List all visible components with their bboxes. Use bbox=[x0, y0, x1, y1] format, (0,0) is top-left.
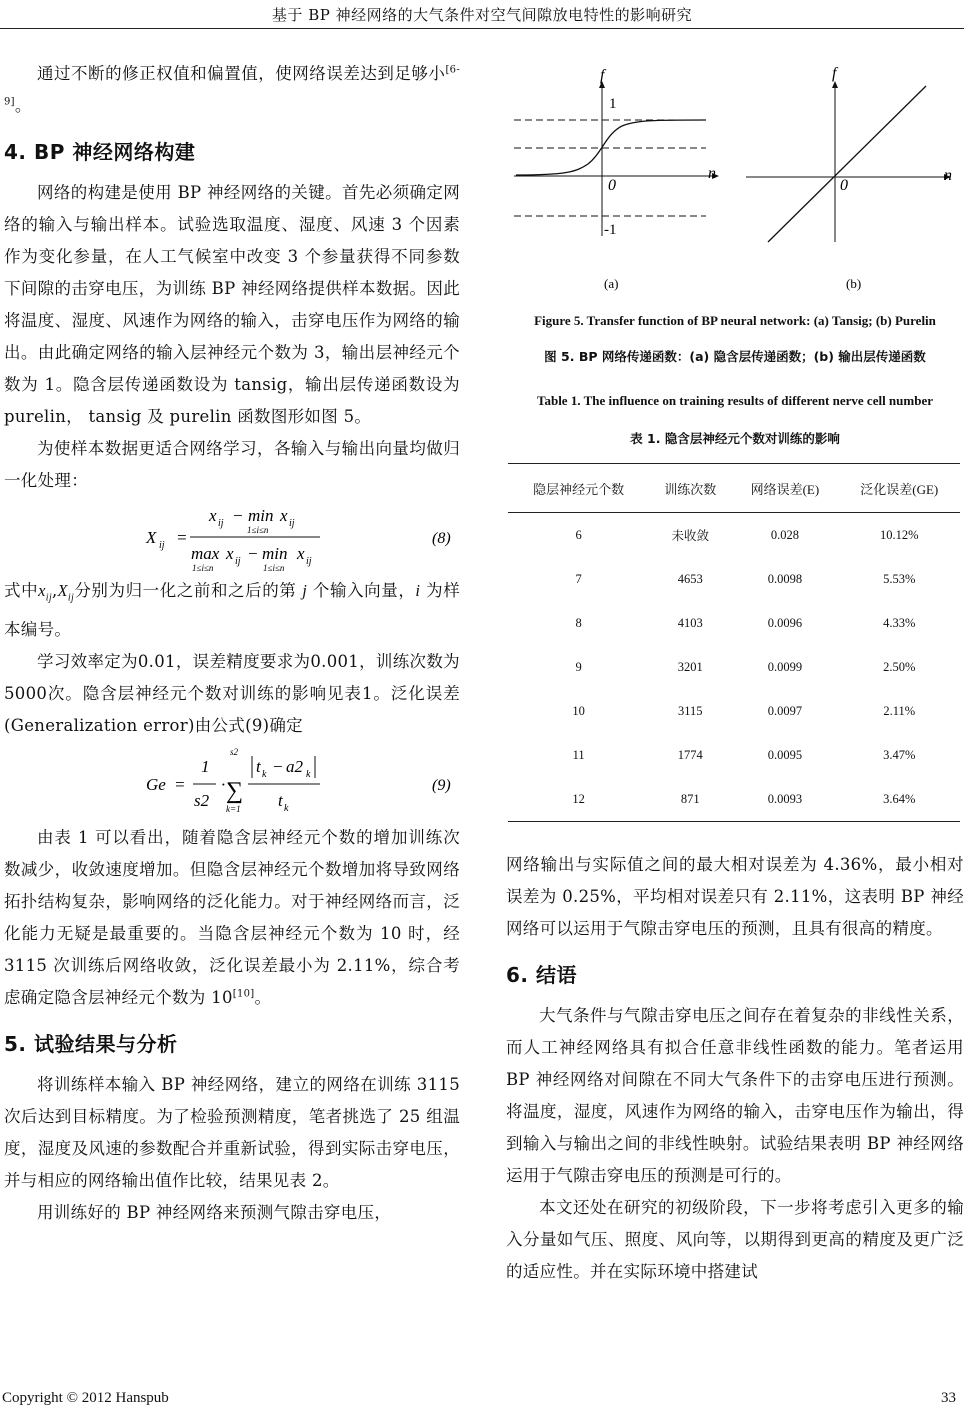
svg-text:n: n bbox=[708, 165, 716, 182]
paragraph-intro: 通过不断的修正权值和偏置值，使网络误差达到足够小[6-9]。 bbox=[4, 64, 460, 115]
subplot-b bbox=[746, 65, 952, 291]
svg-text:(b): (b) bbox=[846, 276, 862, 291]
table-header: 训练次数 bbox=[649, 464, 731, 513]
running-header: 基于 BP 神经网络的大气条件对空气间隙放电特性的影响研究 bbox=[271, 6, 693, 24]
svg-text:=: = bbox=[174, 775, 186, 795]
svg-text:0: 0 bbox=[608, 177, 616, 194]
footer-page-number: 33 bbox=[941, 1390, 956, 1406]
table-cell: 8 bbox=[575, 615, 582, 630]
table-row bbox=[508, 601, 960, 645]
figure-5 bbox=[506, 58, 964, 298]
paragraph-results: 将训练样本输入 BP 神经网络，建立的网络在训练 3115 次后达到目标精度。为了检验预测精度，笔者挑选了 25 组温度，湿度及风速的参数配合并重新试验，得到实际击穿电压，并与相应的网络输出值作比较，结果见表 2。 bbox=[4, 1075, 460, 1191]
table-row bbox=[508, 513, 960, 558]
table-row bbox=[508, 557, 960, 601]
table-1-caption-cn: 表 1. 隐含层神经元个数对训练的影响 bbox=[630, 431, 840, 446]
svg-text:t: t bbox=[278, 791, 283, 811]
table-cell: 0.0093 bbox=[731, 777, 838, 822]
svg-text:ij: ij bbox=[235, 556, 241, 567]
table-row bbox=[508, 777, 960, 822]
figure-5-graphic bbox=[506, 58, 964, 298]
paragraph-variables: 式中$x_{ij},X_{ij}$分别为归一化之前和之后的第 j 个输入向量，i 为样本编号。 bbox=[4, 581, 461, 640]
table-cell: 4103 bbox=[677, 615, 703, 630]
table-cell: 4.33% bbox=[883, 615, 916, 630]
svg-text:1≤i≤n: 1≤i≤n bbox=[192, 563, 214, 573]
paragraph-future-work: 本文还处在研究的初级阶段，下一步将考虑引入更多的输入分量如气压、照度、风向等，以期得到更高的精度及更广泛的适应性。并在实际环境中搭建试 bbox=[506, 1198, 964, 1281]
table-cell: 0.0099 bbox=[767, 659, 803, 674]
table-cell: 7 bbox=[575, 571, 582, 586]
svg-text:n: n bbox=[944, 167, 952, 184]
equation-9 bbox=[4, 742, 460, 822]
paragraph-table-discussion: 由表 1 可以看出，随着隐含层神经元个数的增加训练次数减少，收敛速度增加。但隐含层神经元个数增加将导致网络拓扑结构复杂，影响网络的泛化能力。对于神经网络而言，泛化能力无疑是最重要的。当隐含层神经元个数为 10 时，经 3115 次训练后网络收敛，泛化误差最小为 2.11%，综合考虑确定隐含层神经元个数为 10[10]。 bbox=[4, 828, 460, 1008]
svg-text:k: k bbox=[306, 769, 311, 781]
svg-text:f: f bbox=[832, 65, 837, 82]
table-cell: 0.0098 bbox=[767, 571, 803, 586]
table-cell: 9 bbox=[575, 659, 582, 674]
right-column-text bbox=[506, 849, 964, 1288]
svg-text:s2: s2 bbox=[194, 791, 210, 811]
table-cell: 0.0096 bbox=[767, 615, 803, 630]
paragraph-error-summary: 网络输出与实际值之间的最大相对误差为 4.36%，最小相对误差为 0.25%，平均相对误差只有 2.11%，这表明 BP 神经网络可以运用于气隙击穿电压的预测，且具有很高的精度。 bbox=[506, 855, 964, 938]
svg-text:(8): (8) bbox=[432, 530, 451, 547]
paragraph-network-construction: 网络的构建是使用 BP 神经网络的关键。首先必须确定网络的输入与输出样本。试验选取温度、湿度、风速 3 个因素作为变化参量，在人工气候室中改变 3 个参量获得不同参数下间隙的击穿电压，为训练 BP 神经网络提供样本数据。因此将温度、湿度、风速作为网络的输入，击穿电压作为网络的输出。由此确定网络的输入层神经元个数为 3，输出层神经元个数为 1。隐含层传递函数设为 tansig，输出层传递函数设为 purelin， tansig 及 purelin 函数图形如图 5。 bbox=[4, 183, 460, 426]
table-cell: 0.0095 bbox=[767, 747, 803, 762]
equation-8-graphic bbox=[4, 497, 460, 575]
table-1 bbox=[508, 463, 960, 822]
table-cell: 10.12% bbox=[879, 527, 919, 542]
table-cell: 未收敛 bbox=[671, 529, 710, 543]
svg-text:X: X bbox=[146, 528, 157, 547]
svg-text:·: · bbox=[221, 775, 226, 795]
svg-text:1: 1 bbox=[609, 96, 617, 112]
table-cell: 2.11% bbox=[883, 703, 916, 718]
table-cell: 0.0097 bbox=[767, 703, 803, 718]
table-1-caption-en: Table 1. The influence on training results of different nerve cell number bbox=[536, 393, 933, 408]
subplot-a bbox=[514, 67, 718, 291]
table-row bbox=[508, 733, 960, 777]
table-cell: 3201 bbox=[677, 659, 703, 674]
table-cell: 5.53% bbox=[883, 571, 916, 586]
table-cell: 11 bbox=[572, 747, 585, 762]
table-cell: 2.50% bbox=[883, 659, 916, 674]
svg-text:ij: ij bbox=[306, 556, 312, 567]
svg-text:min: min bbox=[262, 544, 288, 563]
figure-5-caption-en: Figure 5. Transfer function of BP neural network: (a) Tansig; (b) Purelin bbox=[534, 313, 936, 328]
svg-text:-1: -1 bbox=[604, 222, 617, 238]
table-cell: 6 bbox=[575, 527, 582, 542]
section-4-title: 4. BP 神经网络构建 bbox=[4, 140, 196, 164]
section-5-title: 5. 试验结果与分析 bbox=[4, 1032, 178, 1057]
svg-text:k=1: k=1 bbox=[226, 804, 241, 815]
table-cell: 10 bbox=[572, 703, 585, 718]
paragraph-normalization: 为使样本数据更适合网络学习，各输入与输出向量均做归一化处理： bbox=[4, 439, 460, 490]
svg-text:Ge: Ge bbox=[146, 775, 166, 795]
svg-text:f: f bbox=[600, 67, 605, 84]
svg-text:∑: ∑ bbox=[226, 778, 244, 805]
equation-8 bbox=[4, 497, 460, 575]
paragraph-learning-rate: 学习效率定为0.01，误差精度要求为0.001，训练次数为5000次。隐含层神经元个数对训练的影响见表1。泛化误差(Generalization error)由公式(9)确定 bbox=[4, 652, 460, 736]
svg-text:−: − bbox=[232, 506, 244, 525]
table-row bbox=[508, 689, 960, 733]
svg-text:1≤i≤n: 1≤i≤n bbox=[247, 525, 269, 535]
header-rule bbox=[0, 28, 964, 29]
svg-text:(a): (a) bbox=[604, 276, 619, 291]
svg-text:−: − bbox=[247, 544, 259, 563]
table-header-row bbox=[508, 464, 960, 513]
figure-5-caption-cn: 图 5. BP 网络传递函数：(a) 隐含层传递函数；(b) 输出层传递函数 bbox=[544, 349, 926, 364]
table-cell: 3115 bbox=[677, 703, 703, 718]
table-cell: 3.47% bbox=[883, 747, 916, 762]
svg-text:1: 1 bbox=[201, 757, 210, 777]
table-cell: 4653 bbox=[677, 571, 703, 586]
svg-text:a2: a2 bbox=[286, 757, 303, 777]
paragraph-conclusion: 大气条件与气隙击穿电压之间存在着复杂的非线性关系，而人工神经网络具有拟合任意非线性函数的能力。笔者运用 BP 神经网络对间隙在不同大气条件下的击穿电压进行预测。将温度，湿度，风速作为网络的输入，击穿电压作为输出，得到输入与输出之间的非线性映射。试验结果表明 BP 神经网络运用于气隙击穿电压的预测是可行的。 bbox=[506, 1006, 964, 1185]
table-cell: 871 bbox=[649, 777, 731, 822]
table-header: 隐层神经元个数 bbox=[508, 464, 649, 513]
section-6-title: 6. 结语 bbox=[506, 963, 577, 987]
equation-9-graphic bbox=[4, 742, 460, 822]
paragraph-prediction: 用训练好的 BP 神经网络来预测气隙击穿电压， bbox=[37, 1203, 392, 1223]
table-cell: 12 bbox=[508, 777, 649, 822]
svg-text:1≤i≤n: 1≤i≤n bbox=[263, 563, 285, 573]
svg-text:x: x bbox=[297, 544, 305, 563]
svg-text:t: t bbox=[256, 757, 261, 777]
svg-text:s2: s2 bbox=[230, 747, 239, 758]
left-column bbox=[4, 58, 460, 1229]
table-header: 泛化误差(GE) bbox=[838, 464, 960, 513]
footer-copyright: Copyright © 2012 Hanspub bbox=[2, 1390, 169, 1406]
table-row bbox=[508, 645, 960, 689]
table-cell: 0.028 bbox=[770, 527, 799, 542]
svg-text:ij: ij bbox=[289, 518, 295, 529]
svg-text:ij: ij bbox=[218, 518, 224, 529]
table-cell: 3.64% bbox=[838, 777, 960, 822]
svg-text:0: 0 bbox=[840, 177, 848, 194]
svg-text:=: = bbox=[176, 528, 188, 547]
svg-text:(9): (9) bbox=[432, 777, 451, 795]
svg-text:x: x bbox=[226, 544, 234, 563]
svg-text:ij: ij bbox=[159, 540, 165, 551]
svg-text:x: x bbox=[209, 506, 217, 525]
svg-text:min: min bbox=[248, 506, 274, 525]
svg-text:−: − bbox=[272, 757, 284, 777]
table-header: 网络误差(E) bbox=[731, 464, 838, 513]
svg-text:k: k bbox=[284, 803, 289, 815]
svg-text:k: k bbox=[262, 769, 267, 781]
table-cell: 1774 bbox=[677, 747, 703, 762]
svg-text:x: x bbox=[280, 506, 288, 525]
svg-text:max: max bbox=[191, 544, 220, 563]
